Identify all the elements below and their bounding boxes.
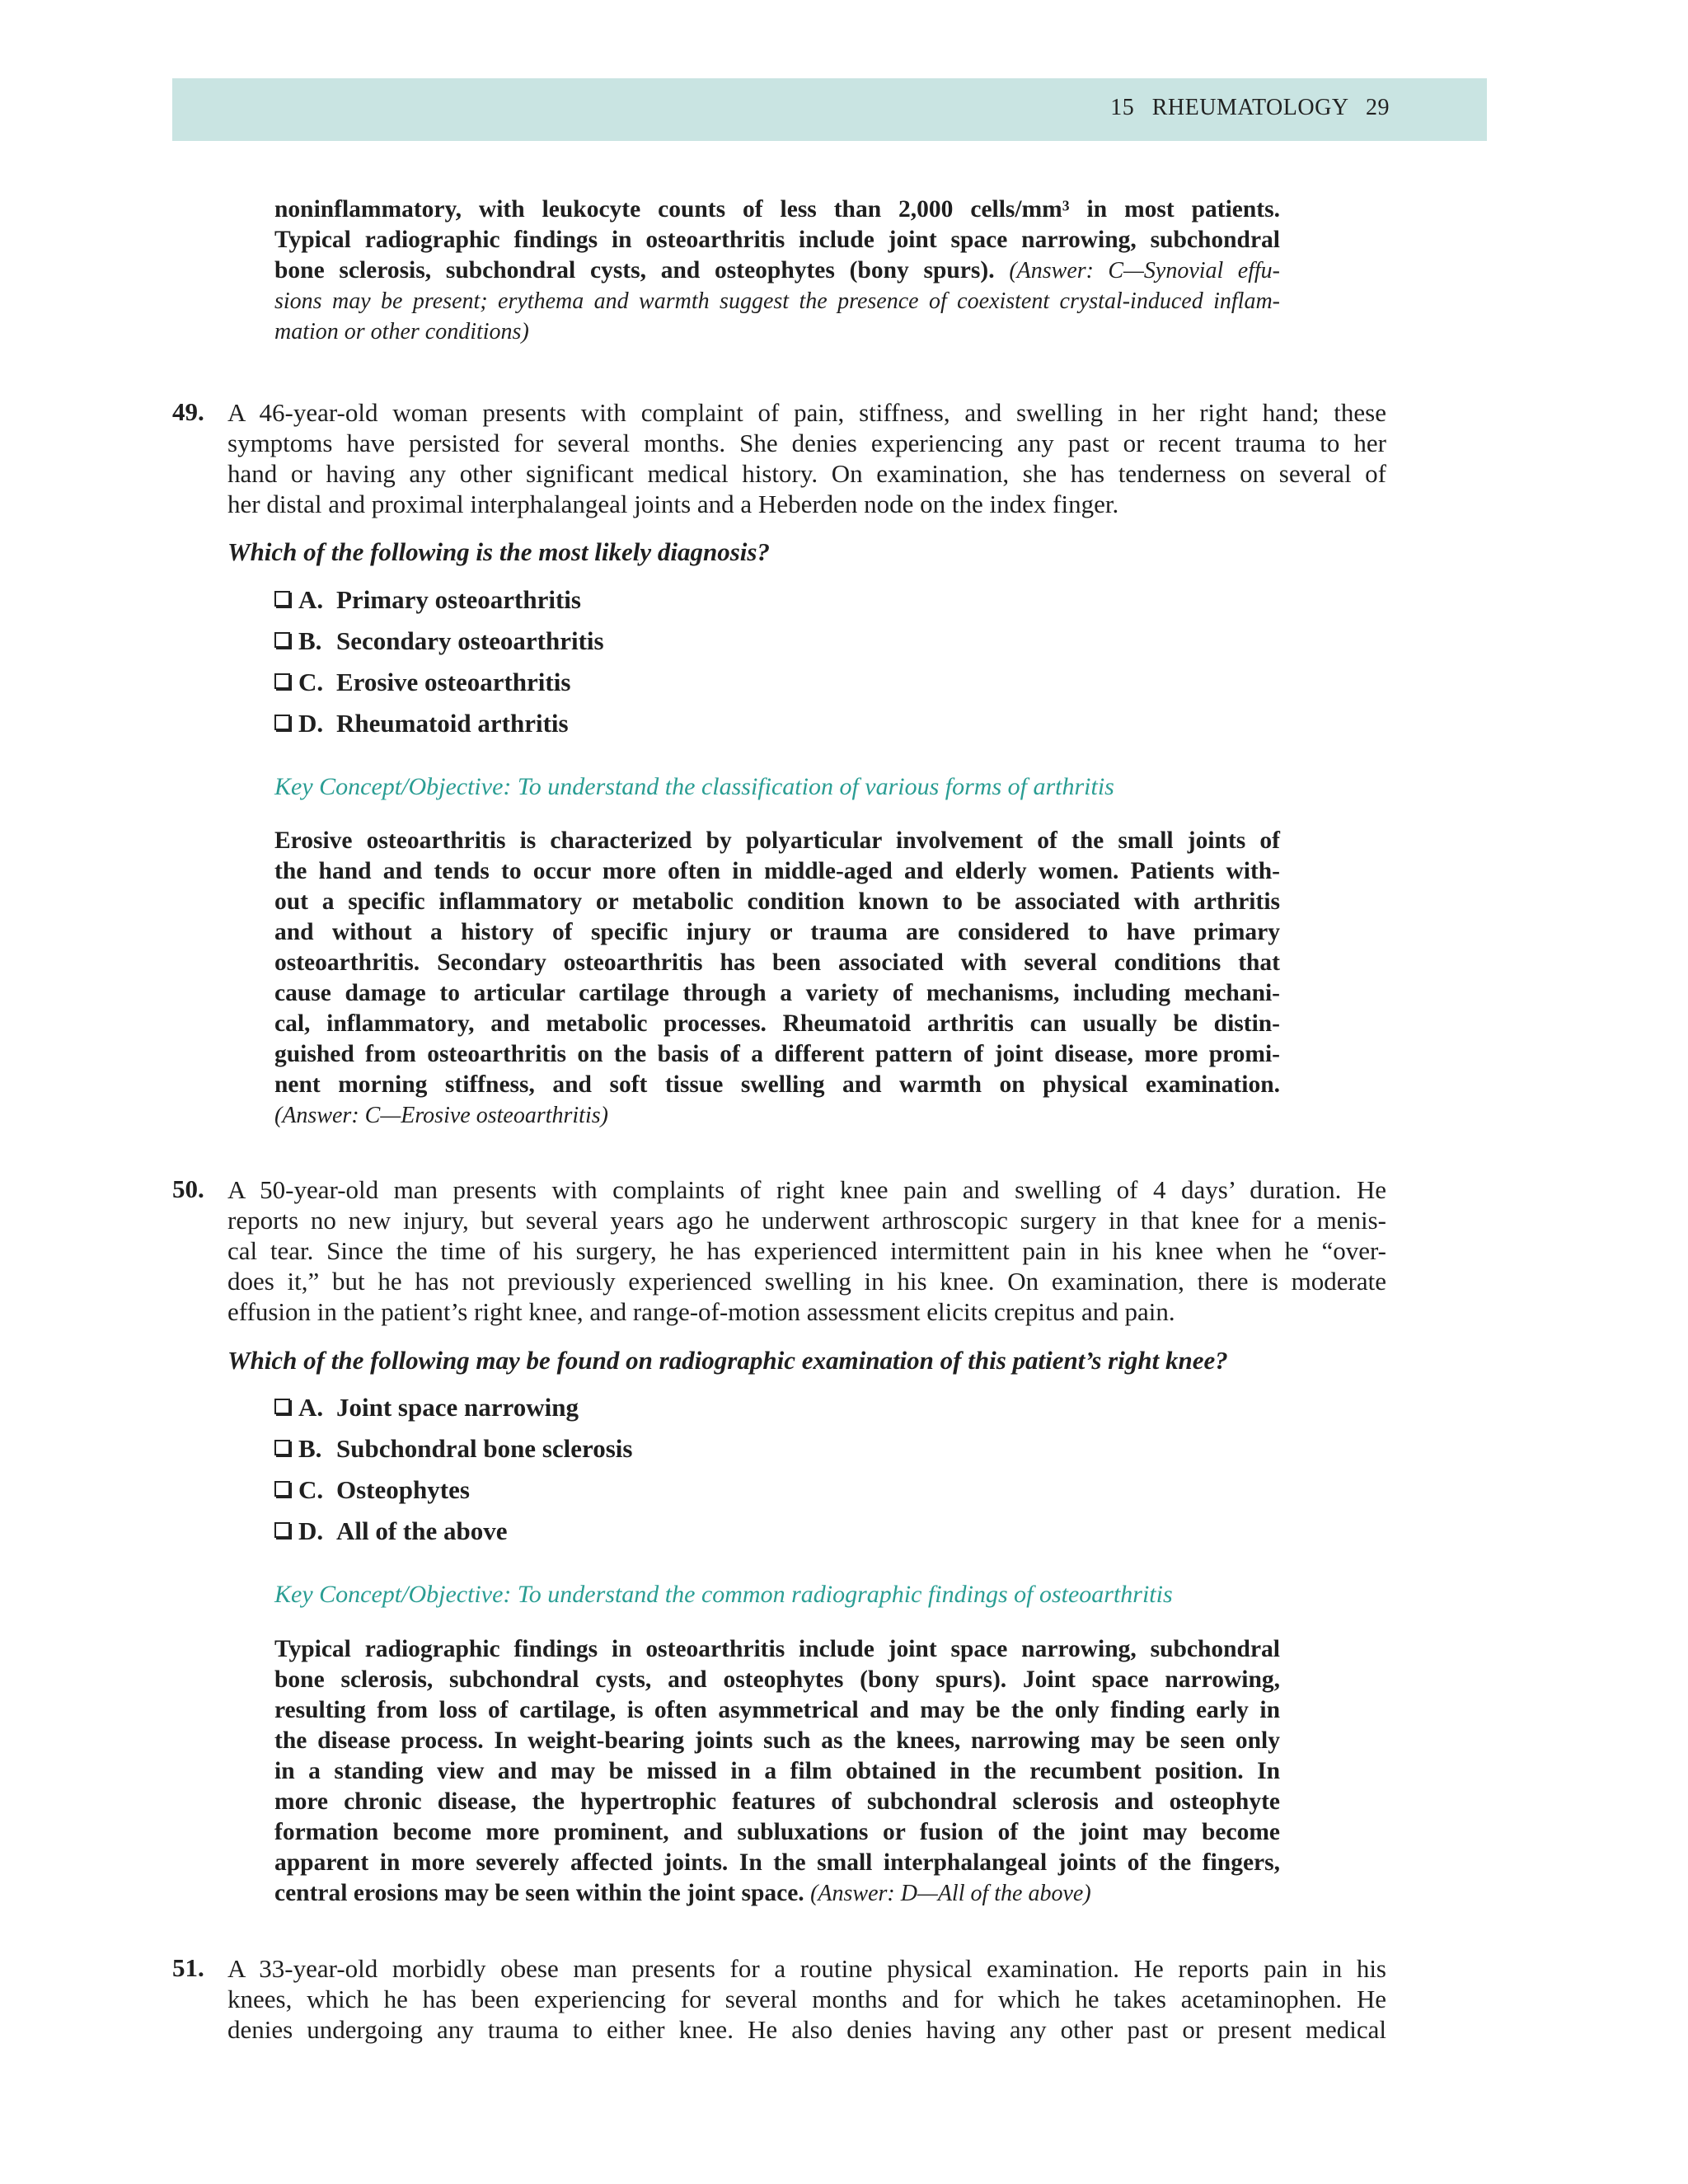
text-line: cause damage to articular cartilage through a variety of mechanisms, including mechani- [274, 980, 1280, 1006]
key-concept: Key Concept/Objective: To understand the classification of various forms of arthritis [274, 773, 1114, 800]
header-text [1099, 95, 1390, 121]
text-line: guished from osteoarthritis on the basis of a different pattern of joint disease, more promi- [274, 1041, 1280, 1067]
checkbox-icon[interactable] [274, 673, 290, 689]
text-line: and without a history of specific injury or trauma are considered to have primary [274, 919, 1280, 945]
option-text: Joint space narrowing [336, 1393, 579, 1422]
text-line: in a standing view and may be missed in a film obtained in the recumbent position. In [274, 1758, 1280, 1784]
text-line [274, 255, 1280, 286]
option-letter: A. [298, 585, 324, 614]
text-line: Typical radiographic findings in osteoarthritis include joint space narrowing, subchondral [274, 227, 1280, 253]
key-concept: Key Concept/Objective: To understand the common radiographic findings of osteoarthritis [274, 1581, 1173, 1608]
checkbox-icon[interactable] [274, 1399, 290, 1414]
text-line: A 50-year-old man presents with complaints of right knee pain and swelling of 4 days’ duration. He [227, 1175, 1386, 1204]
option-letter: D. [298, 1516, 324, 1545]
option-letter: B. [298, 626, 322, 655]
carryover-explanation [274, 194, 1280, 347]
answer-option[interactable] [274, 709, 569, 738]
text-line: formation become more prominent, and subluxations or fusion of the joint may become [274, 1819, 1280, 1845]
answer-option[interactable] [274, 1475, 470, 1505]
option-letter: A. [298, 1393, 324, 1422]
text-line: resulting from loss of cartilage, is often asymmetrical and may be the only finding early in [274, 1697, 1280, 1723]
text-line: knees, which he has been experiencing for several months and for which he takes acetaminophen. He [227, 1985, 1386, 2013]
option-letter: C. [298, 668, 324, 696]
option-text: Secondary osteoarthritis [336, 626, 604, 655]
answer-option[interactable] [274, 1516, 508, 1546]
text-line: the hand and tends to occur more often in middle-aged and elderly women. Patients with- [274, 858, 1280, 884]
question-50-prompt: Which of the following may be found on radiographic examination of this patient’s right knee? [227, 1346, 1228, 1375]
answer-option[interactable] [274, 1434, 632, 1464]
text-line: apparent in more severely affected joints. In the small interphalangeal joints of the fingers, [274, 1849, 1280, 1876]
text-line: the disease process. In weight-bearing joints such as the knees, narrowing may be seen only [274, 1727, 1280, 1754]
text-line: cal, inflammatory, and metabolic processes. Rheumatoid arthritis can usually be distin- [274, 1010, 1280, 1037]
option-text: Subchondral bone sclerosis [336, 1434, 633, 1463]
text-line: hand or having any other significant medical history. On examination, she has tenderness on several of [227, 459, 1386, 488]
text-line: cal tear. Since the time of his surgery, he has experienced intermittent pain in his knee when he “over- [227, 1236, 1386, 1265]
section-title: RHEUMATOLOGY [1151, 95, 1348, 120]
text-line: Typical radiographic findings in osteoarthritis include joint space narrowing, subchondral [274, 1636, 1280, 1662]
option-letter: C. [298, 1475, 324, 1504]
checkbox-icon[interactable] [274, 1522, 290, 1538]
checkbox-icon[interactable] [274, 1481, 290, 1497]
text-line: more chronic disease, the hypertrophic features of subchondral sclerosis and osteophyte [274, 1788, 1280, 1815]
running-header [172, 78, 1487, 141]
text-line: sions may be present; erythema and warmth suggest the presence of coexistent crystal-induced inflam- [274, 288, 1280, 314]
question-49-stem [227, 397, 1386, 519]
text-line [274, 1878, 1280, 1909]
option-letter: B. [298, 1434, 322, 1463]
text-line: osteoarthritis. Secondary osteoarthritis has been associated with several conditions that [274, 949, 1280, 976]
question-49-explanation [274, 826, 1280, 1131]
text-line: denies undergoing any trauma to either knee. He also denies having any other past or present medical [227, 2015, 1386, 2044]
option-text: Osteophytes [336, 1475, 470, 1504]
question-number: 50. [172, 1174, 204, 1203]
option-letter: D. [298, 709, 324, 738]
option-text: Rheumatoid arthritis [336, 709, 569, 738]
text-line: A 46-year-old woman presents with complaint of pain, stiffness, and swelling in her right hand; these [227, 398, 1386, 427]
text-line: out a specific inflammatory or metabolic condition known to be associated with arthritis [274, 888, 1280, 915]
checkbox-icon[interactable] [274, 715, 290, 730]
answer-option[interactable] [274, 585, 581, 615]
text-line: A 33-year-old morbidly obese man presents for a routine physical examination. He reports pain in his [227, 1954, 1386, 1983]
answer-text: (Answer: D—All of the above) [810, 1881, 1091, 1906]
option-text: Primary osteoarthritis [336, 585, 581, 614]
text-segment: central erosions may be seen within the joint space. [274, 1880, 804, 1906]
text-line: nent morning stiffness, and soft tissue swelling and warmth on physical examination. [274, 1071, 1280, 1098]
checkbox-icon[interactable] [274, 1440, 290, 1455]
text-line: bone sclerosis, subchondral cysts, and osteophytes (bony spurs). Joint space narrowing, [274, 1666, 1280, 1693]
text-line: mation or other conditions) [274, 319, 529, 344]
text-line: noninflammatory, with leukocyte counts of less than 2,000 cells/mm³ in most patients. [274, 196, 1280, 223]
chapter-number: 15 [1110, 95, 1135, 120]
text-line: symptoms have persisted for several months. She denies experiencing any past or recent trauma to her [227, 429, 1386, 457]
answer-option[interactable] [274, 668, 570, 697]
option-text: Erosive osteoarthritis [336, 668, 571, 696]
checkbox-icon[interactable] [274, 632, 290, 648]
text-line: Erosive osteoarthritis is characterized by polyarticular involvement of the small joints of [274, 827, 1280, 854]
answer-text: (Answer: C—Erosive osteoarthritis) [274, 1103, 608, 1128]
answer-text: (Answer: C—Synovial effu- [1009, 258, 1281, 284]
text-line: effusion in the patient’s right knee, and range-of-motion assessment elicits crepitus and pain. [227, 1297, 1175, 1326]
page-number: 29 [1366, 95, 1390, 120]
text-segment: bone sclerosis, subchondral cysts, and osteophytes (bony spurs). [274, 257, 995, 284]
option-text: All of the above [336, 1516, 508, 1545]
text-line: does it,” but he has not previously experienced swelling in his knee. On examination, there is moderate [227, 1267, 1386, 1296]
question-51-stem [227, 1953, 1386, 2045]
question-50-explanation [274, 1634, 1280, 1909]
text-line: reports no new injury, but several years ago he underwent arthroscopic surgery in that knee for a menis- [227, 1206, 1386, 1235]
text-line: her distal and proximal interphalangeal joints and a Heberden node on the index finger. [227, 490, 1119, 518]
question-number: 51. [172, 1953, 204, 1982]
question-number: 49. [172, 397, 204, 426]
checkbox-icon[interactable] [274, 591, 290, 607]
answer-option[interactable] [274, 626, 604, 656]
question-49-prompt: Which of the following is the most likely diagnosis? [227, 537, 770, 566]
question-50-stem [227, 1174, 1386, 1327]
answer-option[interactable] [274, 1393, 579, 1422]
